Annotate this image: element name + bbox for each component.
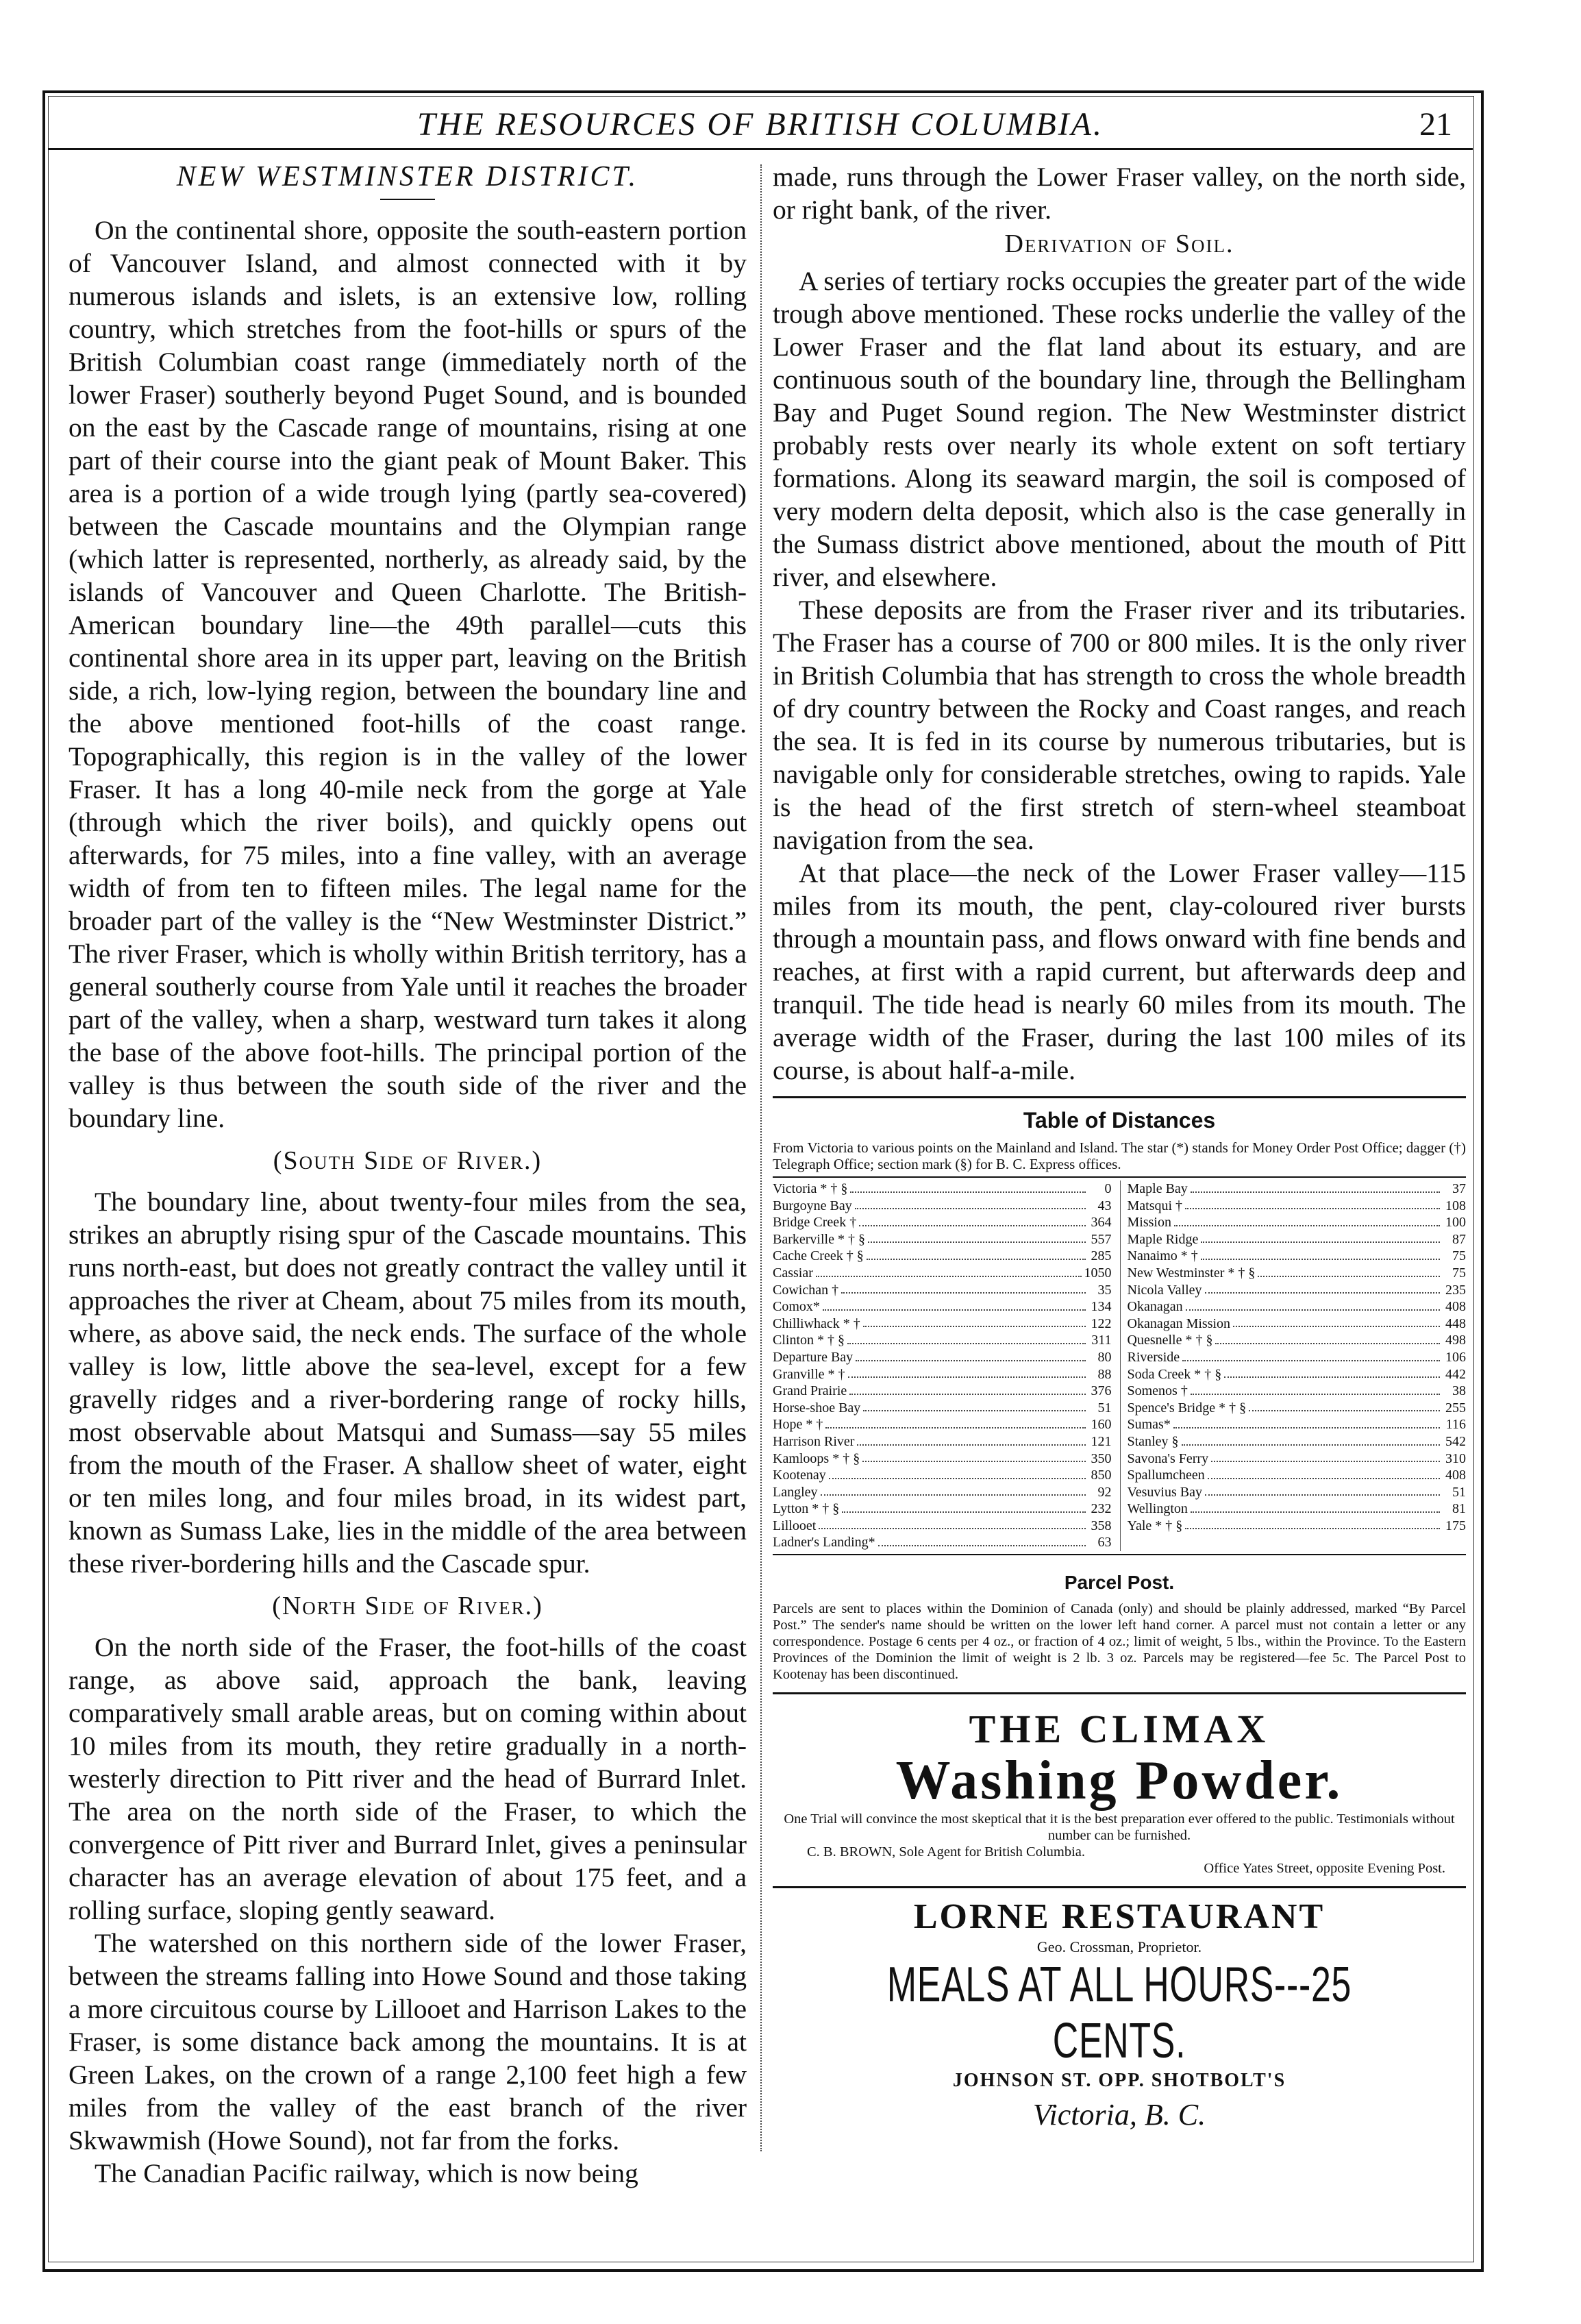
distance-miles: 175: [1445, 1518, 1466, 1533]
distance-miles: 255: [1445, 1400, 1466, 1416]
distance-miles: 116: [1445, 1417, 1466, 1433]
distance-row: [1128, 1450, 1467, 1468]
climax-body: One Trial will convince the most skeptical that it is the best preparation ever offered to the public. Testimonials without number can be furnished.: [784, 1812, 1455, 1844]
distance-place: Matsqui †: [1127, 1198, 1183, 1213]
lorne-city: Victoria, B. C.: [1032, 2098, 1206, 2132]
lorne-proprietor: Geo. Crossman, Proprietor.: [1036, 1938, 1202, 1956]
distance-place: Clinton * † §: [773, 1333, 845, 1348]
ad-rule: [773, 1692, 1466, 1694]
section-title: NEW WESTMINSTER DISTRICT.: [176, 161, 639, 193]
lorne-advertisement: [773, 1896, 1466, 2134]
right-column: [773, 160, 1466, 2134]
parcel-post-text: Parcels are sent to places within the Dominion of Canada (only) and should be plainly addressed, marked “By Parcel Post.” The sender's name should be written on the lower left hand corner. A parcel must not contain a letter or any correspondence. Postage 6 cents per 4 oz., or fraction of 4 oz.; limit of weight, 5 lbs., within the Province. To the Eastern Provinces of the Dominion the limit of weight is 2 lb. 3 oz. Parcels may be registered—fee 5c. The Parcel Post to Kootenay has been discontinued.: [773, 1601, 1466, 1683]
distance-miles: 160: [1091, 1417, 1112, 1433]
distance-place: Yale * † §: [1127, 1518, 1183, 1533]
distance-row: [773, 1248, 1112, 1265]
distance-miles: 81: [1452, 1501, 1466, 1517]
distance-place: New Westminster * † §: [1127, 1265, 1256, 1281]
table-top-rule: [773, 1096, 1466, 1098]
ad-rule: [773, 1886, 1466, 1888]
distance-place: Chilliwhack * †: [773, 1315, 860, 1331]
distance-place: Lytton * † §: [773, 1501, 840, 1517]
distance-row: [773, 1484, 1112, 1501]
distance-place: Maple Bay: [1127, 1181, 1188, 1196]
distance-row: [773, 1400, 1112, 1417]
leader-dots: [878, 1534, 1086, 1546]
climax-office: Office Yates Street, opposite Evening Post.: [1204, 1861, 1445, 1877]
leader-dots: [1185, 1198, 1440, 1210]
distance-row: [773, 1416, 1112, 1433]
distance-place: Granville * †: [773, 1366, 845, 1382]
leader-dots: [1191, 1500, 1440, 1513]
distance-row: [1128, 1518, 1467, 1535]
subheading: Derivation of Soil.: [1004, 230, 1234, 258]
paragraph: The Canadian Pacific railway, which is now being: [95, 2158, 638, 2188]
column-divider: [760, 164, 762, 2151]
leader-dots: [1224, 1366, 1440, 1379]
distance-row: [773, 1383, 1112, 1400]
distance-miles: 43: [1097, 1198, 1112, 1213]
leader-dots: [1211, 1450, 1440, 1463]
leader-dots: [1174, 1214, 1440, 1226]
distance-miles: 80: [1097, 1349, 1112, 1365]
distance-row: [773, 1366, 1112, 1383]
distance-row: [1128, 1298, 1467, 1315]
distance-row: [1128, 1198, 1467, 1215]
leader-dots: [1201, 1231, 1440, 1244]
distance-miles: 358: [1091, 1518, 1112, 1533]
distance-place: Victoria * † §: [773, 1181, 848, 1196]
leader-dots: [819, 1518, 1085, 1530]
distance-miles: 408: [1445, 1468, 1466, 1483]
distance-miles: 75: [1452, 1265, 1466, 1281]
distance-row: [773, 1332, 1112, 1349]
distance-place: Horse-shoe Bay: [773, 1400, 861, 1416]
distance-row: [1128, 1400, 1467, 1417]
distance-miles: 311: [1091, 1333, 1112, 1348]
distance-place: Kamloops * † §: [773, 1450, 860, 1466]
distance-row: [773, 1265, 1112, 1282]
distance-row: [773, 1534, 1112, 1551]
distance-row: [773, 1282, 1112, 1299]
distance-row: [1128, 1416, 1467, 1433]
distance-place: Maple Ridge: [1127, 1231, 1199, 1247]
leader-dots: [825, 1416, 1085, 1429]
distance-place: Nicola Valley: [1127, 1282, 1202, 1298]
leader-dots: [1233, 1315, 1440, 1328]
distance-miles: 557: [1091, 1231, 1112, 1247]
distance-row: [1128, 1484, 1467, 1501]
leader-dots: [850, 1180, 1085, 1193]
distance-miles: 100: [1445, 1215, 1466, 1231]
distance-miles: 0: [1104, 1181, 1112, 1196]
distance-row: [773, 1315, 1112, 1333]
distance-place: Langley: [773, 1484, 818, 1500]
distance-place: Savona's Ferry: [1127, 1450, 1209, 1466]
climax-product: Washing Powder.: [895, 1751, 1343, 1812]
distance-row: [773, 1180, 1112, 1198]
paragraph: made, runs through the Lower Fraser valley, on the north side, or right bank, of the river.: [773, 162, 1466, 225]
distance-place: Soda Creek * † §: [1127, 1366, 1222, 1382]
leader-dots: [1249, 1400, 1440, 1412]
distance-place: Lillooet: [773, 1518, 817, 1533]
lorne-meals: MEALS AT ALL HOURS---25 CENTS.: [886, 1957, 1352, 2069]
distance-miles: 75: [1452, 1248, 1466, 1264]
subheading: (North Side of River.): [272, 1592, 543, 1620]
distance-row: [773, 1349, 1112, 1366]
leader-dots: [1215, 1332, 1440, 1344]
distance-place: Grand Prairie: [773, 1383, 847, 1399]
distance-miles: 87: [1452, 1231, 1466, 1247]
distance-place: Stanley §: [1127, 1433, 1179, 1449]
distance-place: Cowichan †: [773, 1282, 839, 1298]
distance-row: [773, 1214, 1112, 1231]
distance-row: [1128, 1214, 1467, 1231]
distance-row: [1128, 1282, 1467, 1299]
paragraph: A series of tertiary rocks occupies the greater part of the wide trough above mentioned. These rocks underlie the valley of the Lower Fraser and the flat land about its estuary, and are continuous south of the boundary line, through the Bellingham Bay and Puget Sound region. The New Westminster district probably rests over nearly its whole extent on soft tertiary formations. Along its seaward margin, the soil is composed of very modern delta deposit, which also is the case generally in the Sumass district above mentioned, about the mouth of Pitt river, and elsewhere.: [773, 266, 1466, 592]
distance-place: Cassiar: [773, 1265, 813, 1281]
leader-dots: [855, 1198, 1086, 1210]
distance-column-left: [773, 1180, 1112, 1551]
distance-miles: 350: [1091, 1450, 1112, 1466]
distance-column-right: [1120, 1180, 1467, 1551]
leader-dots: [863, 1400, 1085, 1412]
distance-place: Kootenay: [773, 1468, 826, 1483]
distance-miles: 310: [1445, 1450, 1466, 1466]
leader-dots: [1258, 1265, 1440, 1277]
distance-miles: 38: [1452, 1383, 1466, 1399]
climax-heading: THE CLIMAX: [969, 1707, 1270, 1752]
distance-miles: 235: [1445, 1282, 1466, 1298]
distance-miles: 448: [1445, 1315, 1466, 1331]
distance-table-note: From Victoria to various points on the Mainland and Island. The star (*) stands for Money Order Post Office; dagger (†) Telegraph Office; section mark (§) for B. C. Express offices.: [773, 1139, 1466, 1172]
distance-miles: 35: [1097, 1282, 1112, 1298]
leader-dots: [1201, 1248, 1440, 1260]
distance-row: [1128, 1383, 1467, 1400]
leader-dots: [863, 1315, 1086, 1328]
distance-place: Mission: [1127, 1215, 1171, 1231]
leader-dots: [841, 1282, 1085, 1294]
leader-dots: [821, 1484, 1086, 1496]
distance-miles: 51: [1097, 1400, 1112, 1416]
leader-dots: [1173, 1416, 1440, 1429]
distance-row: [1128, 1500, 1467, 1518]
distance-place: Riverside: [1127, 1349, 1180, 1365]
distance-row: [1128, 1248, 1467, 1265]
distance-row: [773, 1450, 1112, 1468]
lorne-address: JOHNSON ST. OPP. SHOTBOLT'S: [952, 2070, 1286, 2092]
running-title: THE RESOURCES OF BRITISH COLUMBIA.: [417, 106, 1104, 143]
distance-place: Barkerville * † §: [773, 1231, 865, 1247]
leader-dots: [1191, 1180, 1440, 1193]
leader-dots: [847, 1332, 1085, 1344]
distance-miles: 850: [1091, 1468, 1112, 1483]
distance-place: Okanagan Mission: [1127, 1315, 1231, 1331]
distance-miles: 442: [1445, 1366, 1466, 1382]
distance-row: [1128, 1231, 1467, 1248]
leader-dots: [1205, 1282, 1440, 1294]
distance-miles: 92: [1097, 1484, 1112, 1500]
distance-row: [773, 1433, 1112, 1450]
distance-place: Wellington: [1127, 1501, 1188, 1517]
lorne-name: LORNE RESTAURANT: [913, 1897, 1325, 1937]
distance-miles: 285: [1091, 1248, 1112, 1264]
distance-place: Comox*: [773, 1299, 820, 1315]
distance-place: Quesnelle * † §: [1127, 1333, 1213, 1348]
distance-miles: 63: [1097, 1535, 1112, 1550]
distance-miles: 122: [1091, 1315, 1112, 1331]
leader-dots: [848, 1366, 1086, 1379]
distance-miles: 51: [1452, 1484, 1466, 1500]
distance-miles: 542: [1445, 1433, 1466, 1449]
parcel-post-title: Parcel Post.: [1064, 1572, 1175, 1594]
paragraph: At that place—the neck of the Lower Fraser valley—115 miles from its mouth, the pent, clay-coloured river bursts through a mountain pass, and flows onward with fine bends and reaches, at first with a rapid current, but afterwards deep and tranquil. The tide head is nearly 60 miles from its mouth. The average width of the Fraser, during the last 100 miles of its course, is about half-a-mile.: [773, 858, 1466, 1085]
leader-dots: [1185, 1518, 1440, 1530]
distance-place: Burgoyne Bay: [773, 1198, 852, 1213]
leader-dots: [1186, 1298, 1440, 1311]
distance-place: Vesuvius Bay: [1127, 1484, 1202, 1500]
distance-miles: 134: [1091, 1299, 1112, 1315]
distance-miles: 121: [1091, 1433, 1112, 1449]
leader-dots: [1182, 1349, 1440, 1361]
distance-row: [1128, 1433, 1467, 1450]
distance-place: Bridge Creek †: [773, 1215, 857, 1231]
leader-dots: [1208, 1467, 1440, 1479]
page-number: 21: [1419, 106, 1452, 143]
distance-place: Somenos †: [1127, 1383, 1188, 1399]
distance-row: [1128, 1265, 1467, 1282]
leader-dots: [829, 1467, 1086, 1479]
leader-dots: [842, 1500, 1085, 1513]
distance-miles: 88: [1097, 1366, 1112, 1382]
subheading: (South Side of River.): [273, 1146, 543, 1175]
distance-row: [1128, 1332, 1467, 1349]
distance-place: Spallumcheen: [1127, 1468, 1205, 1483]
distance-place: Sumas*: [1127, 1417, 1171, 1433]
left-column: [69, 160, 747, 2190]
distance-place: Okanagan: [1127, 1299, 1183, 1315]
distance-row: [773, 1467, 1112, 1484]
paragraph: The watershed on this northern side of the lower Fraser, between the streams falling into Howe Sound and those taking a more circuitous course by Lillooet and Harrison Lakes to the Fraser, is some distance back among the mountains. It is at Green Lakes, on the crown of a range 2,100 feet high a few miles from the valley of the east branch of the river Skwawmish (Howe Sound), not far from the forks.: [69, 1928, 747, 2155]
distance-place: Hope * †: [773, 1417, 823, 1433]
leader-dots: [823, 1298, 1086, 1311]
distance-miles: 37: [1452, 1181, 1466, 1196]
leader-dots: [862, 1450, 1085, 1463]
title-rule: [380, 199, 435, 200]
distance-miles: 364: [1091, 1215, 1112, 1231]
distance-place: Cache Creek † §: [773, 1248, 864, 1264]
distance-row: [773, 1298, 1112, 1315]
leader-dots: [867, 1248, 1086, 1260]
leader-dots: [1205, 1484, 1440, 1496]
distance-row: [1128, 1467, 1467, 1484]
distance-miles: 1050: [1084, 1265, 1112, 1281]
distance-row: [1128, 1349, 1467, 1366]
distance-miles: 106: [1445, 1349, 1466, 1365]
distance-table-title: Table of Distances: [1023, 1108, 1216, 1133]
leader-dots: [859, 1214, 1085, 1226]
paragraph: On the continental shore, opposite the south-eastern portion of Vancouver Island, and almost connected with it by numerous islands and islets, is an extensive low, rolling country, which stretches from the foot-hills or spurs of the British Columbian coast range (immediately north of the lower Fraser) southerly beyond Puget Sound, and is bounded on the east by the Cascade range of mountains, rising at one part of their course into the giant peak of Mount Baker. This area is a portion of a wide trough lying (partly sea-covered) between the Cascade mountains and the Olympian range (which latter is represented, northerly, as already said, by the islands of Vancouver and Queen Charlotte. The British-American boundary line—the 49th parallel—cuts this continental shore area in its upper part, leaving on the British side, a rich, low-lying region, between the boundary line and the above mentioned foot-hills of the coast range. Topographically, this region is in the valley of the lower Fraser. It has a long 40-mile neck from the gorge at Yale (through which the river boils), and quickly opens out afterwards, for 75 miles, into a fine valley, with an average width of from ten to fifteen miles. The legal name for the broader part of the valley is the “New Westminster District.” The river Fraser, which is wholly within British territory, has a general southerly course from Yale until it reaches the broader part of the valley, when a sharp, westward turn takes it along the base of the above foot-hills. The principal portion of the valley is thus between the south side of the river and the boundary line.: [69, 215, 747, 1133]
paragraph: The boundary line, about twenty-four miles from the sea, strikes an abruptly rising spur of the Cascade mountains. This runs north-east, but does not greatly contract the valley until it approaches the river at Cheam, about 75 miles from its mouth, where, as above said, the neck ends. The surface of the whole valley is low, little above the sea-level, except for a few gravelly ridges and a river-bordering range of rocky hills, most observable about Matsqui and Sumass—say 55 miles from the mouth of the Fraser. A shallow sheet of water, eight or ten miles long, and four miles broad, in its widest part, known as Sumass Lake, lies in the middle of the area between these river-bordering hills and the Cascade spur.: [69, 1187, 747, 1579]
distance-row: [773, 1231, 1112, 1248]
leader-dots: [868, 1231, 1086, 1244]
leader-dots: [856, 1349, 1085, 1361]
paragraph: These deposits are from the Fraser river and its tributaries. The Fraser has a course of 700 or 800 miles. It is the only river in British Columbia that has strength to cross the whole breadth of dry country between the Rocky and Coast ranges, and reach the sea. It is fed in its course by numerous tributaries, but is navigable only for considerable stretches, owing to rapids. Yale is the head of the first stretch of stern-wheel steamboat navigation from the sea.: [773, 595, 1466, 855]
distance-place: Nanaimo * †: [1127, 1248, 1198, 1264]
distance-row: [1128, 1180, 1467, 1198]
distance-row: [1128, 1366, 1467, 1383]
distance-miles: 232: [1091, 1501, 1112, 1517]
leader-dots: [816, 1265, 1082, 1277]
distance-row: [773, 1500, 1112, 1518]
leader-dots: [849, 1383, 1085, 1395]
leader-dots: [857, 1433, 1085, 1446]
distance-miles: 376: [1091, 1383, 1112, 1399]
paragraph: On the north side of the Fraser, the foot-hills of the coast range, as above said, approach the bank, leaving comparatively small arable areas, but on coming within about 10 miles from its mouth, they retire gradually in a north-westerly direction to Pitt river and the head of Burrard Inlet. The area on the north side of the Fraser, to which the convergence of Pitt river and Burrard Inlet, gives a peninsular character has an average elevation of about 175 feet, and a rolling surface, sloping gently seaward.: [69, 1632, 747, 1925]
distance-row: [773, 1518, 1112, 1535]
leader-dots: [1191, 1383, 1440, 1395]
climax-agent: C. B. BROWN, Sole Agent for British Columbia.: [807, 1844, 1086, 1860]
distance-row: [1128, 1315, 1467, 1333]
distance-place: Departure Bay: [773, 1349, 854, 1365]
distance-row: [773, 1198, 1112, 1215]
leader-dots: [1182, 1433, 1441, 1446]
distance-miles: 408: [1445, 1299, 1466, 1315]
distance-miles: 498: [1445, 1333, 1466, 1348]
header-rule: [48, 148, 1473, 150]
distance-table: [773, 1176, 1466, 1555]
distance-place: Harrison River: [773, 1433, 855, 1449]
distance-miles: 108: [1445, 1198, 1466, 1213]
running-head: [48, 103, 1473, 145]
distance-place: Spence's Bridge * † §: [1127, 1400, 1247, 1416]
climax-advertisement: [773, 1708, 1466, 1877]
distance-place: Ladner's Landing*: [773, 1535, 875, 1550]
